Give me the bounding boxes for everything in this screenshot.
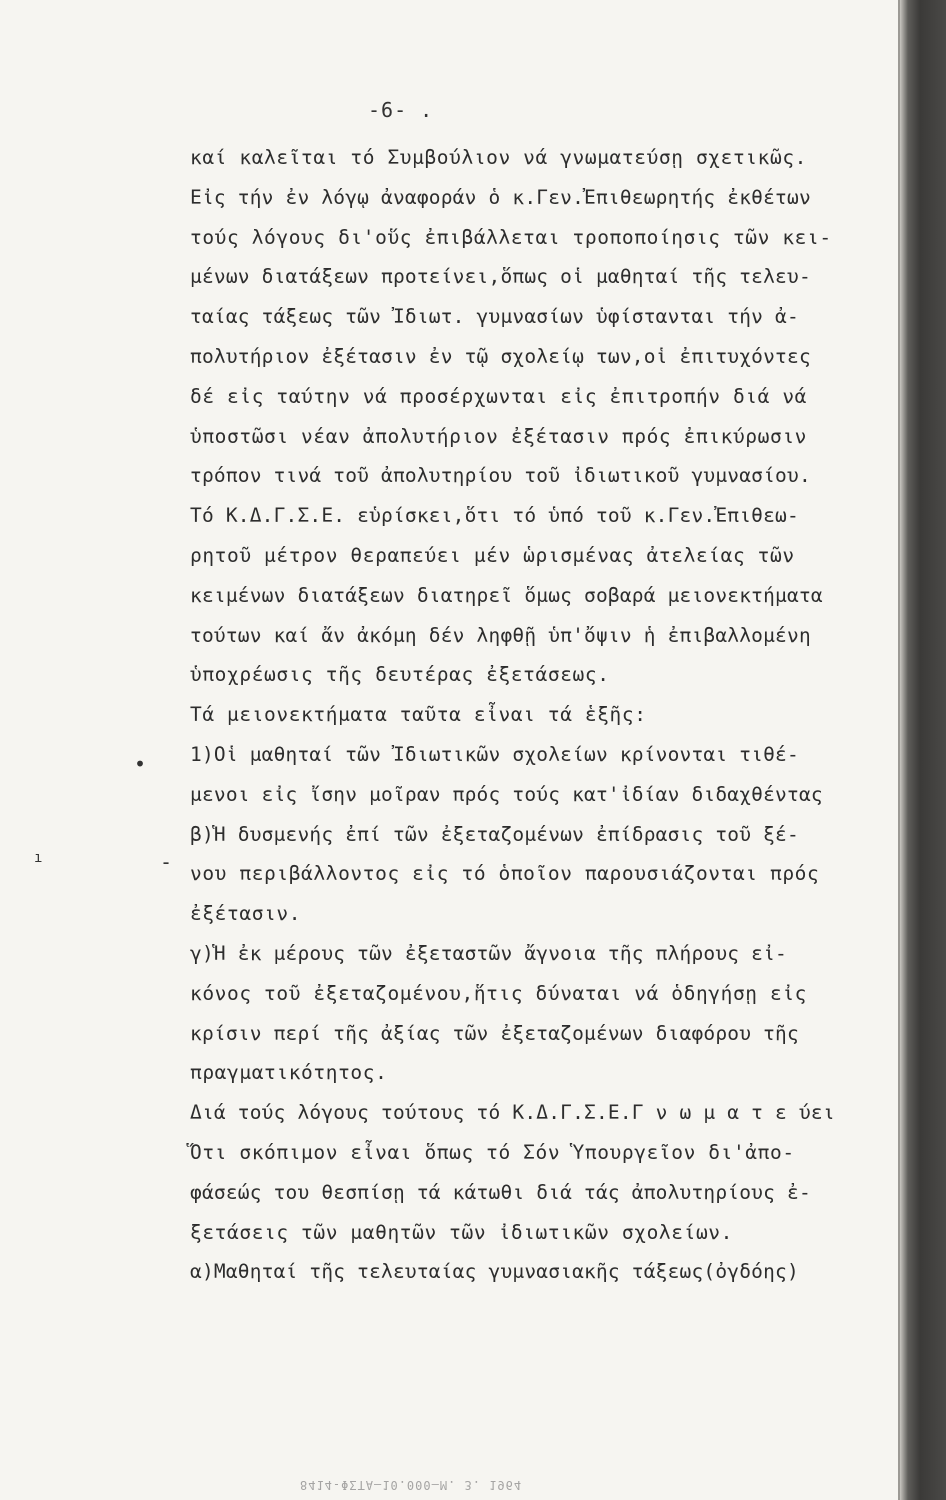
text-line: κόνος τοῦ ἐξεταζομένου,ἥτις δύναται νά ὁδηγήσῃ εἰς xyxy=(190,981,807,1005)
text-line: τούς λόγους δι'οὕς ἐπιβάλλεται τροποποίησις τῶν κει- xyxy=(190,225,832,249)
text-line: ταίας τάξεως τῶν Ἰδιωτ. γυμνασίων ὑφίστανται τήν ἀ- xyxy=(190,305,799,329)
text-line: 1)Οἱ μαθηταί τῶν Ἰδιωτικῶν σχολείων κρίνονται τιθέ- xyxy=(190,742,799,766)
page-number: -6- . xyxy=(368,98,434,122)
text-line: τούτων καί ἄν ἀκόμη δέν ληφθῇ ὑπ'ὄψιν ἡ ἐπιβαλλομένη xyxy=(190,623,811,647)
text-line: νου περιβάλλοντος εἰς τό ὁποῖον παρουσιάζονται πρός xyxy=(190,862,820,886)
text-line: Εἰς τήν ἐν λόγῳ ἀναφοράν ὁ κ.Γεν.Ἐπιθεωρητής ἐκθέτων xyxy=(190,185,811,209)
text-line: μένων διατάξεων προτείνει,ὅπως οἱ μαθηταί τῆς τελευ- xyxy=(190,265,811,289)
text-line: καί καλεῖται τό Συμβούλιον νά γνωματεύσῃ σχετικῶς. xyxy=(190,146,807,169)
text-line: φάσεώς του θεσπίσῃ τά κάτωθι διά τάς ἀπολυτηρίους ἐ- xyxy=(190,1180,811,1204)
margin-dash-mark: - xyxy=(160,850,173,874)
text-line: μενοι εἰς ἴσην μοῖραν πρός τούς κατ'ἰδίαν διδαχθέντας xyxy=(190,782,823,806)
text-line: ρητοῦ μέτρον θεραπεύει μέν ὡρισμένας ἀτελείας τῶν xyxy=(190,543,795,567)
text-line: Διά τούς λόγους τούτους τό Κ.Δ.Γ.Σ.Ε.Γ ν ω μ α τ ε ύει xyxy=(190,1101,835,1125)
text-line: ἐξέτασιν. xyxy=(190,902,302,926)
text-line: Τά μειονεκτήματα ταῦτα εἶναι τά ἑξῆς: xyxy=(190,703,647,727)
text-line: α)Μαθηταί τῆς τελευταίας γυμνασιακῆς τάξεως(ὀγδόης) xyxy=(190,1260,799,1284)
text-line: ὑποστῶσι νέαν ἀπολυτήριον ἐξέτασιν πρός ἐπικύρωσιν xyxy=(190,424,807,448)
text-line: Τό Κ.Δ.Γ.Σ.Ε. εὑρίσκει,ὅτι τό ὑπό τοῦ κ.Γεν.Ἐπιθεω- xyxy=(190,504,799,528)
text-line: ξετάσεις τῶν μαθητῶν τῶν ἰδιωτικῶν σχολείων. xyxy=(190,1220,733,1244)
text-line: πολυτήριον ἐξέτασιν ἐν τῷ σχολείῳ των,οἱ ἐπιτυχόντες xyxy=(190,344,811,368)
text-line: β)Ἡ δυσμενής ἐπί τῶν ἐξεταζομένων ἐπίδρασις τοῦ ξέ- xyxy=(190,822,799,846)
margin-ink-mark: • xyxy=(134,752,147,776)
scan-edge-shadow xyxy=(900,0,946,1500)
text-line: γ)Ἡ ἐκ μέρους τῶν ἐξεταστῶν ἄγνοια τῆς πλήρους εἰ- xyxy=(190,941,787,965)
text-line: κρίσιν περί τῆς ἀξίας τῶν ἐξεταζομένων διαφόρου τῆς xyxy=(190,1021,799,1045)
typewritten-body xyxy=(190,138,900,1292)
text-line: ὑποχρέωσις τῆς δευτέρας ἐξετάσεως. xyxy=(190,663,610,687)
text-line: δέ εἰς ταύτην νά προσέρχωνται εἰς ἐπιτροπήν διά νά xyxy=(190,384,807,408)
text-line: πραγματικότητος. xyxy=(190,1061,388,1085)
text-line: κειμένων διατάξεων διατηρεῖ ὅμως σοβαρά μειονεκτήματα xyxy=(190,583,823,607)
margin-tick-mark: ı xyxy=(34,850,43,866)
text-line: τρόπον τινά τοῦ ἀπολυτηρίου τοῦ ἰδιωτικοῦ γυμνασίου. xyxy=(190,464,811,488)
footer-printer-imprint: 8414-ΦΣΤΑ—10.000—Μ. 3. 1964 xyxy=(300,1478,523,1492)
text-line: Ὅτι σκόπιμον εἶναι ὅπως τό Σόν Ὑπουργεῖον δι'ἀπο- xyxy=(190,1140,795,1164)
